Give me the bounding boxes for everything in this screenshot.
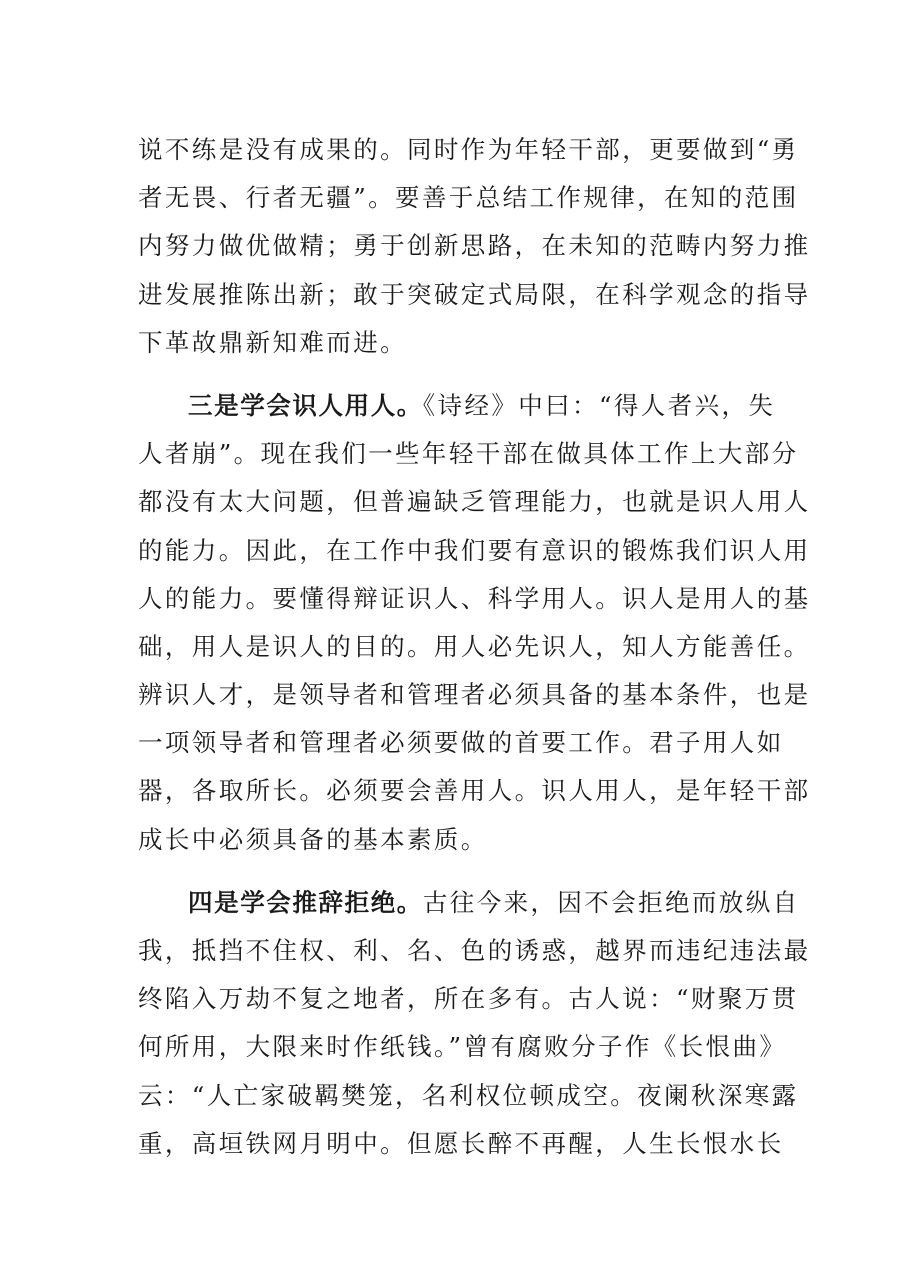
text-line-first [138, 382, 776, 430]
paragraph-point-3 [138, 382, 811, 864]
text-line: 的能力。因此，在工作中我们要有意识的锻炼我们识人用 [138, 535, 811, 565]
text-line: 终陷入万劫不复之地者，所在多有。古人说：“财聚万贯 [138, 984, 799, 1014]
text-line: 成长中必须具备的基本素质。 [138, 824, 488, 854]
text-line: 进发展推陈出新；敢于突破定式局限，在科学观念的指导 [138, 279, 811, 309]
text-line: 者无畏、行者无疆”。要善于总结工作规律，在知的范围 [138, 183, 799, 213]
text-line: 人者崩”。现在我们一些年轻干部在做具体工作上大部分 [138, 439, 799, 469]
text-line: 下革故鼎新知难而进。 [138, 327, 407, 357]
text-line: 础，用人是识人的目的。用人必先识人，知人方能善任。 [138, 631, 811, 661]
text-line: 云：“人亡家破羁樊笼，名利权位顿成空。夜阑秋深寒露 [138, 1080, 799, 1110]
paragraph-lead-heading: 四是学会推辞拒绝。 [188, 887, 423, 917]
text-line: 我，抵挡不住权、利、名、色的诱惑，越界而违纪违法最 [138, 936, 811, 965]
paragraph-continuation [138, 126, 811, 367]
paragraph-point-4 [138, 879, 811, 1168]
paragraph-lead-heading: 三是学会识人用人。 [188, 390, 423, 420]
text-line: 重，高垣铁网月明中。但愿长醉不再醒，人生长恨水长 [138, 1128, 784, 1158]
text-line: 器，各取所长。必须要会善用人。识人用人，是年轻干部 [138, 776, 811, 806]
text-line: 何所用，大限来时作纸钱。”曾有腐败分子作《长恨曲》 [138, 1032, 787, 1062]
text-line: 都没有太大问题，但普遍缺乏管理能力，也就是识人用人 [138, 487, 811, 517]
text-line: 内努力做优做精；勇于创新思路，在未知的范畴内努力推 [138, 231, 811, 261]
text-line-rest: 古往今来，因不会拒绝而放纵自 [422, 887, 800, 917]
document-page [138, 126, 811, 1168]
text-line-first [138, 879, 800, 927]
text-line: 一项领导者和管理者必须要做的首要工作。君子用人如 [138, 728, 784, 758]
text-line-rest: 《诗经》中曰：“得人者兴，失 [422, 390, 776, 420]
text-line: 说不练是没有成果的。同时作为年轻干部，更要做到“勇 [138, 135, 799, 164]
text-line: 辨识人才，是领导者和管理者必须具备的基本条件，也是 [138, 680, 811, 710]
text-line: 人的能力。要懂得辩证识人、科学用人。识人是用人的基 [138, 583, 811, 613]
